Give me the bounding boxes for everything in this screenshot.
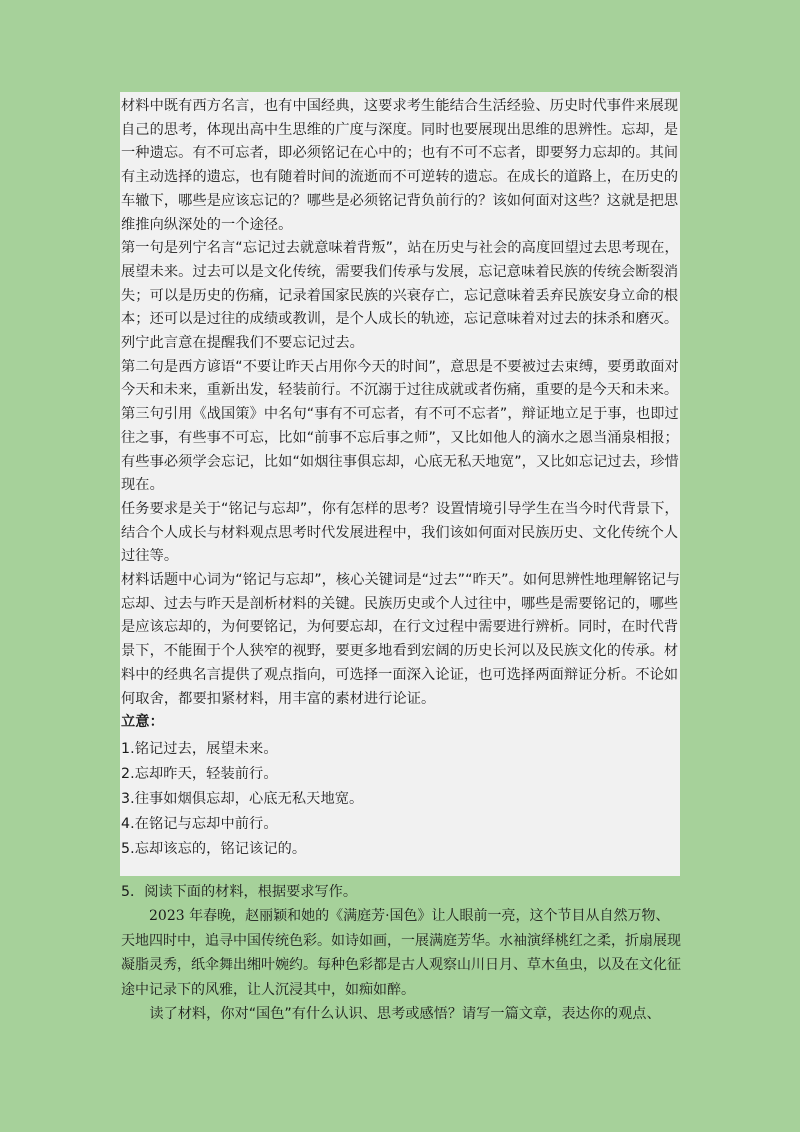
intent-item: 5.忘却该忘的，铭记该记的。 — [121, 840, 307, 857]
intent-heading: 立意： — [121, 714, 164, 731]
intent-item: 3.往事如烟俱忘却，心底无私天地宽。 — [121, 790, 364, 807]
intent-list — [121, 737, 681, 862]
analysis-paragraph: 第一句是列宁名言“忘记过去就意味着背叛”，站在历史与社会的高度回望过去思考现在，展望未来。过去可以是文化传统，需要我们传承与发展，忘记意味着民族的传统会断裂消失；可以是历史的伤痛，记录着国家民族的兴衰存亡，忘记意味着丢弃民族安身立命的根本；还可以是过往的成绩或教训，是个人成长的轨迹，忘记意味着对过去的抹杀和磨灭。列宁此言意在提醒我们不要忘记过去。 — [121, 240, 679, 352]
analysis-paragraph: 材料中既有西方名言，也有中国经典，这要求考生能结合生活经验、历史时代事件来展现自己的思考，体现出高中生思维的广度与深度。同时也要展现出思维的思辨性。忘却，是一种遗忘。有不可忘者，即必须铭记在心中的；也有不可不忘者，即要努力忘却的。其间有主动选择的遗忘，也有随着时间的流逝而不可逆转的遗忘。在成长的道路上，在历史的车辙下，哪些是应该忘记的？哪些是必须铭记背负前行的？该如何面对这些？这就是把思维推向纵深处的一个途径。 — [121, 98, 679, 233]
analysis-paragraph: 材料话题中心词为“铭记与忘却”，核心关键词是“过去”“昨天”。如何思辨性地理解铭记与忘却、过去与昨天是剖析材料的关键。民族历史或个人过往中，哪些是需要铭记的，哪些是应该忘却的，为何要铭记，为何要忘却，在行文过程中需要进行辨析。同时，在时代背景下，不能囿于个人狭窄的视野，要更多地看到宏阔的历史长河以及民族文化的传承。材料中的经典名言提供了观点指向，可选择一面深入论证，也可选择两面辩证分析。不论如何取舍，都要扣紧材料，用丰富的素材进行论证。 — [121, 572, 681, 707]
analysis-section — [121, 95, 681, 862]
intent-item: 2.忘却昨天，轻装前行。 — [121, 765, 278, 782]
intent-item: 4.在铭记与忘却中前行。 — [121, 815, 278, 832]
question-material: 2023 年春晚，赵丽颖和她的《满庭芳·国色》让人眼前一亮，这个节目从自然万物、天地四时中，追寻中国传统色彩。如诗如画，一展满庭芳华。水袖演绎桃红之柔，折扇展现凝脂灵秀，纸伞舞出缃叶婉约。每种色彩都是古人观察山川日月、草木鱼虫，以及在文化征途中记录下的风雅，让人沉浸其中，如痴如醉。 — [121, 908, 681, 998]
analysis-paragraph: 第二句是西方谚语“不要让昨天占用你今天的时间”，意思是不要被过去束缚，要勇敢面对今天和未来，重新出发，轻装前行。不沉溺于过往成就或者伤痛，重要的是今天和未来。 — [121, 358, 679, 399]
question-5 — [121, 880, 681, 1027]
question-title: 5．阅读下面的材料，根据要求写作。 — [121, 884, 358, 900]
analysis-paragraph: 第三句引用《战国策》中名句“事有不可忘者，有不可不忘者”，辩证地立足于事，也即过往之事，有些事不可忘，比如“前事不忘后事之师”，又比如他人的滴水之恩当涌泉相报；有些事必须学会忘记，比如“如烟往事俱忘却，心底无私天地宽”，又比如忘记过去，珍惜现在。 — [121, 406, 679, 494]
intent-item: 1.铭记过去，展望未来。 — [121, 740, 278, 757]
question-prompt: 读了材料，你对“国色”有什么认识、思考或感悟？请写一篇文章，表达你的观点、 — [149, 1006, 661, 1022]
analysis-paragraph: 任务要求是关于“铭记与忘却”，你有怎样的思考？设置情境引导学生在当今时代背景下，结合个人成长与材料观点思考时代发展进程中，我们该如何面对民族历史、文化传统个人过往等。 — [121, 500, 679, 565]
